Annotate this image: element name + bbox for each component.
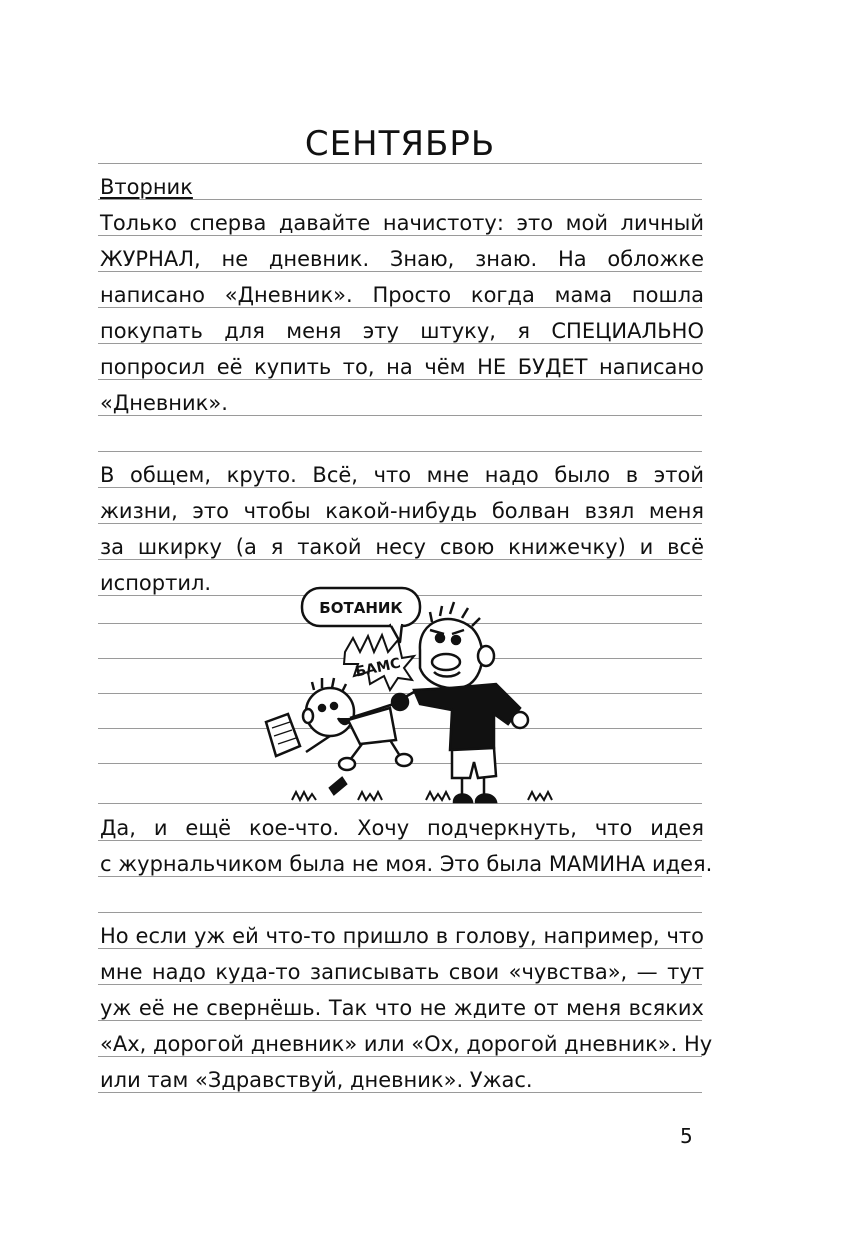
ruled-line	[98, 451, 702, 452]
paragraph-line: жизни, это чтобы какой-нибудь болван взял меня	[100, 499, 704, 523]
paragraph-line: ЖУРНАЛ, не дневник. Знаю, знаю. На обложке	[100, 247, 704, 271]
paragraph-line: покупать для меня эту штуку, я СПЕЦИАЛЬНО	[100, 319, 704, 343]
paragraph-line: Но если уж ей что-то пришло в голову, например, что	[100, 924, 704, 948]
sound-effect-text: БАМС	[353, 655, 403, 681]
paragraph-line: за шкирку (а я такой несу свою книжечку) и всё	[100, 535, 704, 559]
bully-illustration	[250, 580, 570, 810]
speech-bubble	[302, 588, 420, 642]
impact-burst	[344, 635, 414, 690]
day-heading	[100, 174, 704, 200]
paragraph-line: уж её не свернёшь. Так что не ждите от меня всяких	[100, 996, 704, 1020]
paragraph-line: В общем, круто. Всё, что мне надо было в этой	[100, 463, 704, 487]
day-heading-text: Вторник	[100, 175, 193, 199]
paragraph-line: написано «Дневник». Просто когда мама пошла	[100, 283, 704, 307]
kid-figure	[266, 678, 412, 794]
speech-bubble-text: БОТАНИК	[319, 599, 403, 617]
page-number: 5	[680, 1124, 693, 1148]
chapter-title: СЕНТЯБРЬ	[304, 124, 496, 164]
paragraph-line: или там «Здравствуй, дневник». Ужас.	[100, 1068, 533, 1092]
paragraph-line: испортил.	[100, 571, 212, 595]
bully-figure	[392, 602, 528, 802]
paragraph-line: Да, и ещё кое-что. Хочу подчеркнуть, что идея	[100, 816, 704, 840]
paragraph-line: с журнальчиком была не моя. Это была МАМИНА идея.	[100, 852, 713, 876]
paragraph-line: «Дневник».	[100, 391, 228, 415]
paragraph-line: мне надо куда-то записывать свои «чувства», — тут	[100, 960, 704, 984]
ruled-line	[98, 912, 702, 913]
paragraph-line: «Ах, дорогой дневник» или «Ох, дорогой дневник». Ну	[100, 1032, 713, 1056]
paragraph-line: попросил её купить то, на чём НЕ БУДЕТ написано	[100, 355, 704, 379]
paragraph-line: Только сперва давайте начистоту: это мой личный	[100, 211, 704, 235]
grass-tufts	[292, 792, 552, 800]
